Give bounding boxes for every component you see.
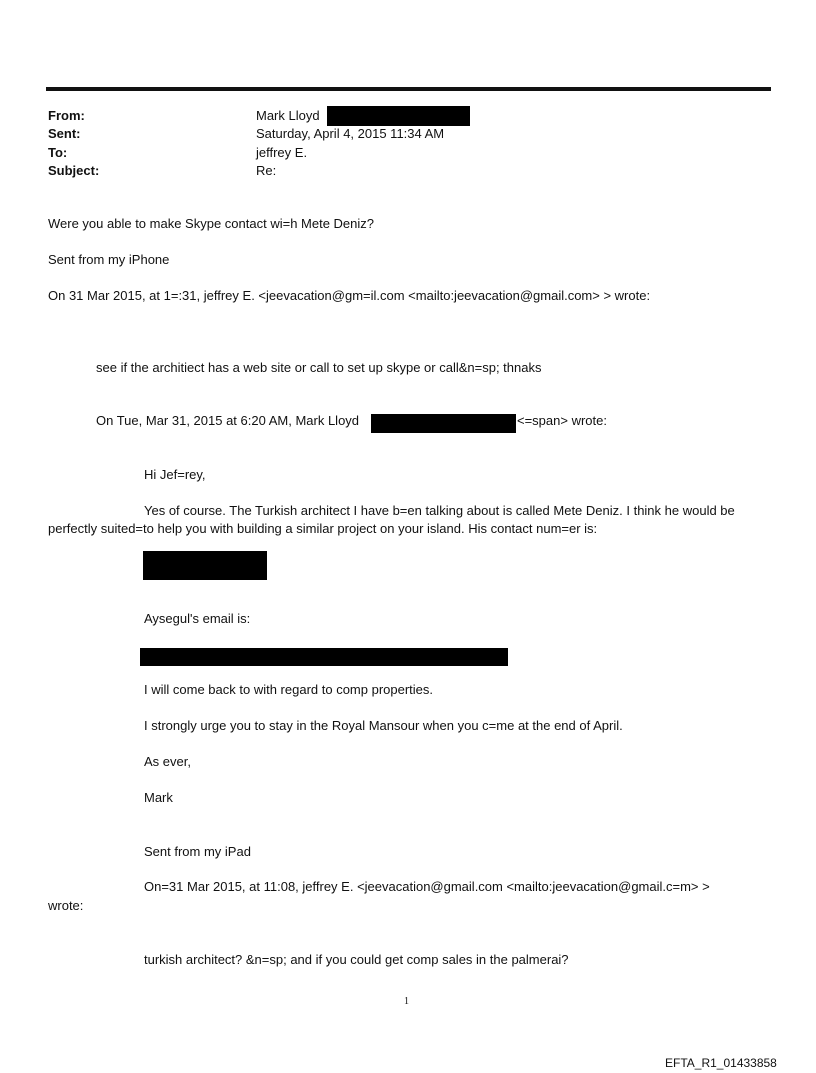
quote-header: On=31 Mar 2015, at 11:08, jeffrey E. <jeevacation@gmail.com <mailto:jeevacation@gmail.c=m> > [144, 879, 710, 894]
page-number: 1 [404, 996, 409, 1007]
to-value: jeffrey E. [256, 145, 308, 160]
paragraph-line: perfectly suited=to help you with building a similar project on your island. His contact num=er is: [48, 521, 598, 536]
redaction-box [140, 648, 508, 666]
redaction-box [327, 106, 470, 126]
subject-value: Re: [256, 163, 277, 178]
signature-line: Sent from my iPhone [48, 252, 170, 267]
document-id-stamp: EFTA_R1_01433858 [665, 1056, 777, 1070]
from-value: Mark Lloyd [256, 108, 320, 123]
quote-header-suffix: <=span> wrote: [517, 413, 607, 428]
body-line: see if the architiect has a web site or call to set up skype or call&n=sp; thnaks [96, 360, 542, 375]
body-line: I strongly urge you to stay in the Royal Mansour when you c=me at the end of April. [144, 718, 623, 733]
body-line: turkish architect? &n=sp; and if you could get comp sales in the palmerai? [144, 952, 569, 967]
sent-label: Sent: [48, 126, 81, 141]
body-line: I will come back to with regard to comp properties. [144, 682, 434, 697]
redaction-box [371, 414, 516, 433]
header-divider [46, 87, 771, 91]
quote-header: On 31 Mar 2015, at 1=:31, jeffrey E. <jeevacation@gm=il.com <mailto:jeevacation@gmail.com> > wrote: [48, 288, 651, 303]
paragraph-line: Yes of course. The Turkish architect I have b=en talking about is called Mete Deniz. I think he would be [144, 503, 735, 518]
to-label: To: [48, 145, 68, 160]
signature-line: Sent from my iPad [144, 844, 251, 859]
closing: As ever, [144, 754, 191, 769]
redaction-box [143, 551, 267, 580]
greeting: Hi Jef=rey, [144, 467, 206, 482]
subject-label: Subject: [48, 163, 100, 178]
signature-name: Mark [144, 790, 173, 805]
from-label: From: [48, 108, 85, 123]
body-line: Were you able to make Skype contact wi=h Mete Deniz? [48, 216, 375, 231]
body-line: Aysegul's email is: [144, 611, 251, 626]
sent-value: Saturday, April 4, 2015 11:34 AM [256, 126, 445, 141]
quote-header-prefix: On Tue, Mar 31, 2015 at 6:20 AM, Mark Lloyd [96, 413, 360, 428]
quote-header-wrap: wrote: [48, 898, 84, 913]
